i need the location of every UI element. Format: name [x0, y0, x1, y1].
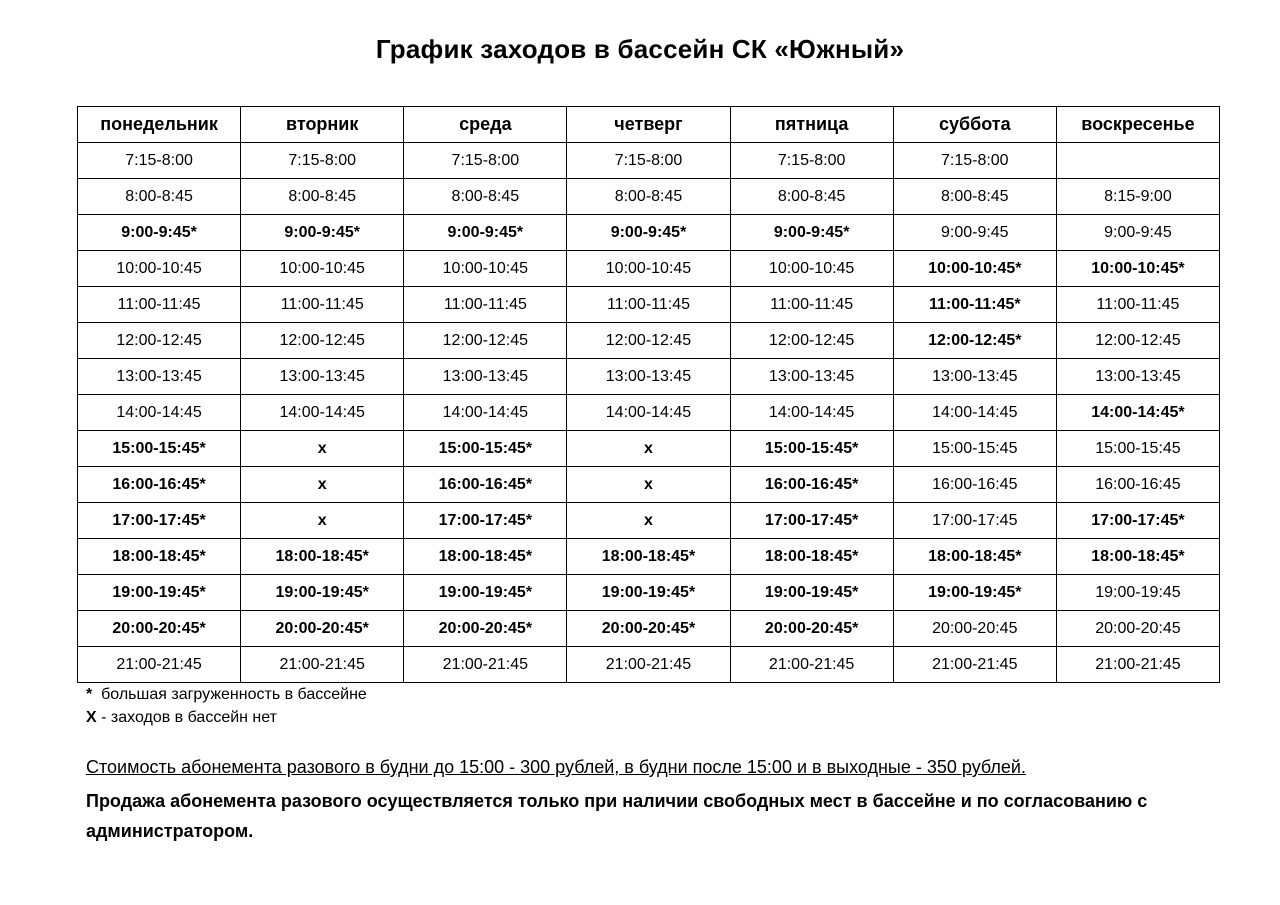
table-row [78, 323, 1220, 359]
time-slot-cell: 17:00-17:45 [893, 503, 1056, 539]
time-slot-cell: 17:00-17:45* [404, 503, 567, 539]
legend-closed-symbol: Х [86, 709, 97, 726]
time-slot-cell: 18:00-18:45* [404, 539, 567, 575]
time-slot-cell: 13:00-13:45 [78, 359, 241, 395]
time-slot-cell: 12:00-12:45 [241, 323, 404, 359]
time-slot-cell: 19:00-19:45* [241, 575, 404, 611]
time-slot-cell: 18:00-18:45* [893, 539, 1056, 575]
time-slot-cell: 8:00-8:45 [241, 179, 404, 215]
table-row [78, 287, 1220, 323]
table-row [78, 143, 1220, 179]
time-slot-cell: 11:00-11:45* [893, 287, 1056, 323]
time-slot-cell: 19:00-19:45 [1056, 575, 1219, 611]
time-slot-cell: 21:00-21:45 [893, 647, 1056, 683]
time-slot-cell: х [567, 503, 730, 539]
legend-busy [86, 686, 367, 704]
time-slot-cell: 7:15-8:00 [241, 143, 404, 179]
time-slot-cell: 9:00-9:45* [404, 215, 567, 251]
time-slot-cell: 13:00-13:45 [1056, 359, 1219, 395]
time-slot-cell: 8:00-8:45 [78, 179, 241, 215]
time-slot-cell: 14:00-14:45 [404, 395, 567, 431]
time-slot-cell: 19:00-19:45* [78, 575, 241, 611]
time-slot-cell: 21:00-21:45 [404, 647, 567, 683]
time-slot-cell: 16:00-16:45* [404, 467, 567, 503]
time-slot-cell: 10:00-10:45* [1056, 251, 1219, 287]
time-slot-cell: 8:00-8:45 [893, 179, 1056, 215]
time-slot-cell: 17:00-17:45* [78, 503, 241, 539]
schedule-body [78, 143, 1220, 683]
time-slot-cell: 12:00-12:45 [567, 323, 730, 359]
time-slot-cell: 15:00-15:45 [1056, 431, 1219, 467]
time-slot-cell: 21:00-21:45 [1056, 647, 1219, 683]
legend-closed-text: - заходов в бассейн нет [96, 709, 277, 726]
time-slot-cell: 11:00-11:45 [404, 287, 567, 323]
time-slot-cell: 9:00-9:45* [730, 215, 893, 251]
time-slot-cell: 12:00-12:45* [893, 323, 1056, 359]
day-header-monday: понедельник [78, 107, 241, 143]
time-slot-cell: 14:00-14:45 [78, 395, 241, 431]
table-row [78, 503, 1220, 539]
time-slot-cell: 14:00-14:45 [893, 395, 1056, 431]
day-header-tuesday: вторник [241, 107, 404, 143]
header-row [78, 107, 1220, 143]
time-slot-cell: х [567, 467, 730, 503]
time-slot-cell: 16:00-16:45 [893, 467, 1056, 503]
time-slot-cell: 12:00-12:45 [1056, 323, 1219, 359]
time-slot-cell: 16:00-16:45* [730, 467, 893, 503]
time-slot-cell: 12:00-12:45 [78, 323, 241, 359]
time-slot-cell: 9:00-9:45* [78, 215, 241, 251]
time-slot-cell: 18:00-18:45* [78, 539, 241, 575]
time-slot-cell: х [241, 467, 404, 503]
time-slot-cell: 21:00-21:45 [567, 647, 730, 683]
time-slot-cell: 10:00-10:45 [567, 251, 730, 287]
time-slot-cell: 15:00-15:45* [730, 431, 893, 467]
time-slot-cell: 18:00-18:45* [730, 539, 893, 575]
time-slot-cell: 20:00-20:45* [567, 611, 730, 647]
time-slot-cell: х [241, 431, 404, 467]
table-row [78, 215, 1220, 251]
time-slot-cell: 11:00-11:45 [567, 287, 730, 323]
time-slot-cell: 11:00-11:45 [78, 287, 241, 323]
time-slot-cell: 14:00-14:45 [567, 395, 730, 431]
time-slot-cell: 10:00-10:45* [893, 251, 1056, 287]
day-header-thursday: четверг [567, 107, 730, 143]
table-row [78, 359, 1220, 395]
time-slot-cell: 11:00-11:45 [241, 287, 404, 323]
time-slot-cell: 20:00-20:45 [1056, 611, 1219, 647]
time-slot-cell: 9:00-9:45 [1056, 215, 1219, 251]
time-slot-cell: 10:00-10:45 [404, 251, 567, 287]
time-slot-cell: 11:00-11:45 [1056, 287, 1219, 323]
time-slot-cell: 8:15-9:00 [1056, 179, 1219, 215]
time-slot-cell: 15:00-15:45* [78, 431, 241, 467]
table-row [78, 179, 1220, 215]
time-slot-cell: 7:15-8:00 [567, 143, 730, 179]
time-slot-cell: 12:00-12:45 [404, 323, 567, 359]
time-slot-cell: х [241, 503, 404, 539]
time-slot-cell: 13:00-13:45 [567, 359, 730, 395]
price-info: Стоимость абонемента разового в будни до 15:00 - 300 рублей, в будни после 15:00 и в выходные - 350 рублей. [86, 757, 1026, 777]
time-slot-cell: 8:00-8:45 [730, 179, 893, 215]
time-slot-cell: 14:00-14:45 [730, 395, 893, 431]
time-slot-cell: 20:00-20:45 [893, 611, 1056, 647]
table-row [78, 575, 1220, 611]
day-header-wednesday: среда [404, 107, 567, 143]
time-slot-cell: 7:15-8:00 [893, 143, 1056, 179]
time-slot-cell: 16:00-16:45 [1056, 467, 1219, 503]
time-slot-cell: 16:00-16:45* [78, 467, 241, 503]
time-slot-cell: 21:00-21:45 [78, 647, 241, 683]
time-slot-cell: 10:00-10:45 [241, 251, 404, 287]
time-slot-cell: 10:00-10:45 [730, 251, 893, 287]
time-slot-cell: 9:00-9:45* [241, 215, 404, 251]
time-slot-cell: 7:15-8:00 [404, 143, 567, 179]
time-slot-cell: 14:00-14:45* [1056, 395, 1219, 431]
legend-busy-text: большая загруженность в бассейне [92, 686, 367, 703]
day-header-sunday: воскресенье [1056, 107, 1219, 143]
time-slot-cell: 19:00-19:45* [567, 575, 730, 611]
time-slot-cell: 13:00-13:45 [730, 359, 893, 395]
time-slot-cell: х [567, 431, 730, 467]
table-row [78, 431, 1220, 467]
time-slot-cell: 12:00-12:45 [730, 323, 893, 359]
time-slot-cell: 14:00-14:45 [241, 395, 404, 431]
time-slot-cell: 19:00-19:45* [404, 575, 567, 611]
time-slot-cell: 7:15-8:00 [730, 143, 893, 179]
time-slot-cell: 13:00-13:45 [404, 359, 567, 395]
time-slot-cell: 8:00-8:45 [567, 179, 730, 215]
day-header-friday: пятница [730, 107, 893, 143]
time-slot-cell: 17:00-17:45* [1056, 503, 1219, 539]
time-slot-cell: 20:00-20:45* [78, 611, 241, 647]
time-slot-cell: 19:00-19:45* [730, 575, 893, 611]
time-slot-cell: 9:00-9:45 [893, 215, 1056, 251]
time-slot-cell: 18:00-18:45* [567, 539, 730, 575]
table-row [78, 539, 1220, 575]
time-slot-cell: 8:00-8:45 [404, 179, 567, 215]
table-row [78, 611, 1220, 647]
legend-busy-symbol: * [86, 686, 93, 703]
time-slot-cell: 13:00-13:45 [893, 359, 1056, 395]
time-slot-cell: 17:00-17:45* [730, 503, 893, 539]
time-slot-cell: 21:00-21:45 [730, 647, 893, 683]
table-row [78, 251, 1220, 287]
table-row [78, 395, 1220, 431]
time-slot-cell: 18:00-18:45* [1056, 539, 1219, 575]
time-slot-cell: 19:00-19:45* [893, 575, 1056, 611]
time-slot-cell: 21:00-21:45 [241, 647, 404, 683]
time-slot-cell: 7:15-8:00 [78, 143, 241, 179]
document-title: График заходов в бассейн СК «Южный» [375, 34, 905, 64]
time-slot-cell: 11:00-11:45 [730, 287, 893, 323]
table-row [78, 647, 1220, 683]
time-slot-cell: 15:00-15:45 [893, 431, 1056, 467]
sale-note: Продажа абонемента разового осуществляется только при наличии свободных мест в бассейне и по согласованию с администратором. [86, 791, 1148, 841]
time-slot-cell: 20:00-20:45* [241, 611, 404, 647]
time-slot-cell: 10:00-10:45 [78, 251, 241, 287]
time-slot-cell: 20:00-20:45* [404, 611, 567, 647]
time-slot-cell: 15:00-15:45* [404, 431, 567, 467]
time-slot-cell: 20:00-20:45* [730, 611, 893, 647]
legend-closed [86, 709, 277, 727]
time-slot-cell: 18:00-18:45* [241, 539, 404, 575]
time-slot-cell: 9:00-9:45* [567, 215, 730, 251]
schedule-table [77, 106, 1220, 683]
time-slot-cell: 13:00-13:45 [241, 359, 404, 395]
time-slot-cell [1056, 143, 1219, 179]
table-row [78, 467, 1220, 503]
day-header-saturday: суббота [893, 107, 1056, 143]
